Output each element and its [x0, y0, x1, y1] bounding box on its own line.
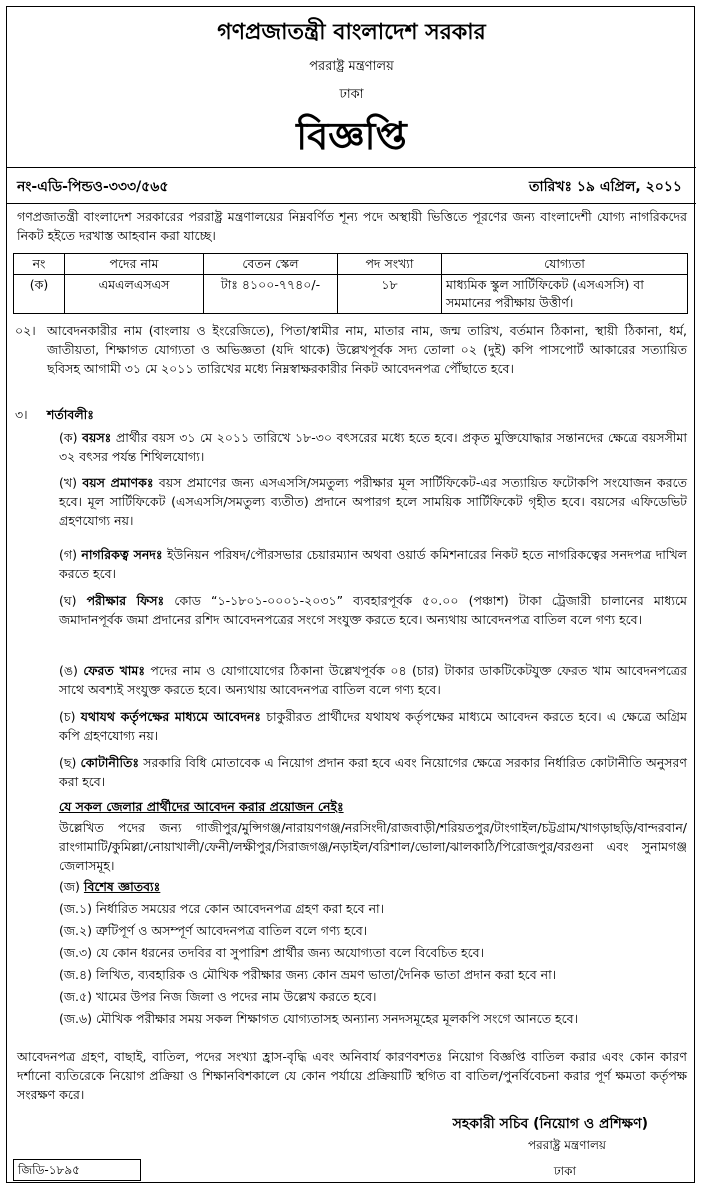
special-heading: বিশেষ জ্ঞাতব্যঃ — [83, 879, 161, 894]
section2-paragraph: আবেদনকারীর নাম (বাংলায় ও ইংরেজিতে), পিতা/স্বামীর নাম, মাতার নাম, জন্ম তারিখ, বর্তমান ঠিকানা, স্থায়ী ঠিকানা, ধর্ম, জাতীয়তা, শিক্ষাগত যোগ্যতা ও অভিজ্ঞতা (যদি থাকে) উল্লেখপূর্বক সদ্য তোলা ০২ (দুই) কপি পাসপোর্ট আকারের সত্যায়িত ছবিসহ আগামী ৩১ মে ২০১১ তারিখের মধ্যে নিম্নস্বাক্ষরকারীর নিকট আবেদনপত্র পৌঁছাতে হবে। — [47, 323, 687, 376]
table-header-row — [14, 254, 688, 275]
special-note: (জ.৬) মৌখিক পরীক্ষার সময় সকল শিক্ষাগত যোগ্যতাসহ অন্যান্য সনদসমূহের মূলকপি সংগে আনতে হবে। — [59, 1011, 579, 1026]
special-note: (জ.১) নির্ধারিত সময়ের পরে কোন আবেদনপত্র গ্রহণ করা হবে না। — [59, 901, 385, 916]
item-label: (ছ) — [59, 755, 81, 770]
condition-item — [59, 545, 687, 583]
item-title: ফেরত খামঃ — [83, 663, 146, 678]
section-number: ৩। — [15, 407, 28, 422]
memo-number: নং-এডি-পিন্ডও-৩৩৩/৫৬৫ — [17, 179, 169, 195]
section-number: ০২। — [15, 323, 36, 338]
no-apply-heading: যে সকল জেলার প্রার্থীদের আবেদন করার প্রয়োজন নেইঃ — [59, 799, 344, 814]
item-title: নাগরিকত্ব সনদঃ — [81, 547, 163, 562]
column-header: পদের নাম — [65, 254, 204, 275]
column-header: বেতন স্কেল — [204, 254, 338, 275]
special-note: (জ.৪) লিখিত, ব্যবহারিক ও মৌখিক পরীক্ষার জন্য কোন ভ্রমণ ভাতা/দৈনিক ভাতা প্রদান করা হবে না। — [59, 967, 557, 982]
item-label: (ঙ) — [59, 663, 84, 678]
ministry-heading: পররাষ্ট্র মন্ত্রণালয় — [309, 59, 394, 74]
table-cell: টাঃ ৪১০০-৭৭৪০/- — [204, 275, 338, 314]
closing-paragraph: আবেদনপত্র গ্রহণ, বাছাই, বাতিল, পদের সংখ্যা হ্রাস-বৃদ্ধি এবং অনিবার্য কারণবশতঃ নিয়োগ বিজ্ঞপ্তি বাতিল করার এবং কোন কারণ দর্শানো ব্যতিরেকে নিয়োগ প্রক্রিয়া ও শিক্ষানবিশকালে যে কোন পর্যায়ে প্রক্রিয়াটি স্থগিত বা বাতিল/পুনর্বিবেচনা করার পূর্ণ ক্ষমতা কর্তৃপক্ষ সংরক্ষণ করে। — [17, 1049, 687, 1102]
condition-item — [59, 428, 687, 466]
condition-item — [59, 473, 687, 530]
condition-item — [59, 753, 687, 791]
item-text: ইউনিয়ন পরিষদ/পৌরসভার চেয়ারম্যান অথবা ওয়ার্ড কমিশনারের নিকট হতে নাগরিকত্বের সনদপত্র দাখিল করতে হবে। — [59, 547, 687, 581]
signatory-ministry: পররাষ্ট্র মন্ত্রণালয় — [527, 1138, 606, 1152]
item-text: সরকারি বিধি মোতাবেক এ নিয়োগ প্রদান করা হবে এবং নিয়োগের ক্ষেত্রে সরকার নির্ধারিত কোটানীতি অনুসরণ করা হবে। — [59, 755, 687, 789]
item-text: বয়স প্রমাণের জন্য এসএসসি/সমতুল্য পরীক্ষার মূল সার্টিফিকেট-এর সত্যায়িত ফটোকপি সংযোজন করতে হবে। মূল সার্টিফিকেট (এসএসসি/সমতুল্য ব্যতীত) প্রদানে অপারগ হলে সাময়িক সার্টিফিকেট গৃহীত হবে। বয়সের এফিডেভিট গ্রহণযোগ্য নয়। — [59, 475, 687, 528]
divider — [7, 167, 696, 168]
government-heading: গণপ্রজাতন্ত্রী বাংলাদেশ সরকার — [217, 20, 486, 45]
notice-page — [6, 6, 695, 1183]
column-header: যোগ্যতা — [442, 254, 688, 275]
no-apply-districts: উল্লেখিত পদের জন্য গাজীপুর/মুন্সিগঞ্জ/নারায়ণগঞ্জ/নরসিংদী/রাজবাড়ী/শরিয়তপুর/টাংগাইল/চট্টগ্রাম/খাগড়াছড়ি/বান্দরবান/রাংগামাটি/কুমিল্লা/নোয়াখালী/ফেনী/লক্ষীপুর/সিরাজগঞ্জ/নড়াইল/বরিশাল/ভোলা/ঝালকাঠি/পিরোজপুর/বরগুনা এবং সুনামগঞ্জ জেলাসমূহ। — [59, 820, 687, 873]
item-title: বয়সঃ — [82, 430, 112, 445]
item-label: (চ) — [59, 709, 81, 724]
item-label: (খ) — [59, 475, 83, 490]
city-heading: ঢাকা — [339, 87, 364, 102]
condition-item — [59, 661, 687, 699]
table-cell: এমএলএসএস — [65, 275, 204, 314]
column-header: নং — [14, 254, 65, 275]
item-label: (ঘ) — [59, 593, 87, 608]
posts-table — [13, 253, 688, 314]
memo-date: তারিখঃ ১৯ এপ্রিল, ২০১১ — [529, 179, 682, 195]
item-text: কোড “১-১৮০১-০০০১-২০৩১” ব্যবহারপূর্বক ৫০.০০ (পঞ্চাশ) টাকা ট্রেজারী চালানের মাধ্যমে জমাদানপূর্বক জমা প্রদানের রশিদ আবেদনপত্রের সংগে সংযুক্ত করতে হবে। অন্যথায় আবেদনপত্র বাতিল বলে গণ্য হবে। — [59, 593, 687, 627]
item-title: কোটানীতিঃ — [80, 755, 140, 770]
divider — [7, 203, 696, 204]
special-note: (জ.৫) খামের উপর নিজ জিলা ও পদের নাম উল্লেখ করতে হবে। — [59, 989, 377, 1004]
signatory-title: সহকারী সচিব (নিয়োগ ও প্রশিক্ষণ) — [452, 1116, 648, 1132]
table-row — [14, 275, 688, 314]
column-header: পদ সংখ্যা — [338, 254, 442, 275]
item-title: যথাযথ কর্তৃপক্ষের মাধ্যমে আবেদনঃ — [80, 709, 261, 724]
item-title: বয়স প্রমাণকঃ — [82, 475, 154, 490]
item-text: প্রার্থীর বয়স ৩১ মে ২০১১ তারিখে ১৮-৩০ বৎসরের মধ্যে হতে হবে। প্রকৃত মুক্তিযোদ্ধার সন্তানদের ক্ষেত্রে বয়সসীমা ৩২ বৎসর পর্যন্ত শিথিলযোগ্য। — [59, 430, 687, 464]
special-note: (জ.২) ত্রুটিপূর্ণ ও অসম্পূর্ণ আবেদনপত্র বাতিল বলে গণ্য হবে। — [59, 923, 368, 938]
table-cell: ১৮ — [338, 275, 442, 314]
table-cell: (ক) — [14, 275, 65, 314]
conditions-heading: শর্তাবলীঃ — [47, 407, 94, 422]
intro-paragraph: গণপ্রজাতন্ত্রী বাংলাদেশ সরকারের পররাষ্ট্র মন্ত্রণালয়ের নিম্নবর্ণিত শূন্য পদে অস্থায়ী ভিত্তিতে পূরণের জন্য বাংলাদেশী যোগ্য নাগরিকদের নিকট হইতে দরখাস্ত আহবান করা যাচ্ছে। — [17, 209, 687, 243]
notice-title: বিজ্ঞপ্তি — [296, 114, 407, 158]
item-title: পরীক্ষার ফিসঃ — [86, 593, 165, 608]
item-text: চাকুরীরত প্রার্থীদের যথাযথ কর্তৃপক্ষের মাধ্যমে আবেদন করতে হবে। এ ক্ষেত্রে অগ্রিম কপি গ্রহণযোগ্য নয়। — [59, 709, 687, 743]
condition-item — [59, 591, 687, 629]
signatory-city: ঢাকা — [553, 1164, 576, 1178]
special-heading-line — [59, 877, 687, 896]
item-label: (জ) — [59, 879, 84, 894]
gd-number: জিডি-১৮৯৫ — [13, 1159, 141, 1181]
item-label: (ক) — [59, 430, 83, 445]
condition-item — [59, 707, 687, 745]
special-note: (জ.৩) যে কোন ধরনের তদবির বা সুপারিশ প্রার্থীর জন্য অযোগ্যতা বলে বিবেচিত হবে। — [59, 945, 485, 960]
item-text: পদের নাম ও যোগাযোগের ঠিকানা উল্লেখপূর্বক ০৪ (চার) টাকার ডাকটিকেটযুক্ত ফেরত খাম আবেদনপত্রের সাথে অবশ্যই সংযুক্ত করতে হবে। অন্যথায় আবেদনপত্র বাতিল বলে গণ্য হবে। — [59, 663, 687, 697]
table-cell: মাধ্যমিক স্কুল সার্টিফিকেট (এসএসসি) বা সমমানের পরীক্ষায় উত্তীর্ণ। — [442, 275, 688, 314]
item-label: (গ) — [59, 547, 82, 562]
